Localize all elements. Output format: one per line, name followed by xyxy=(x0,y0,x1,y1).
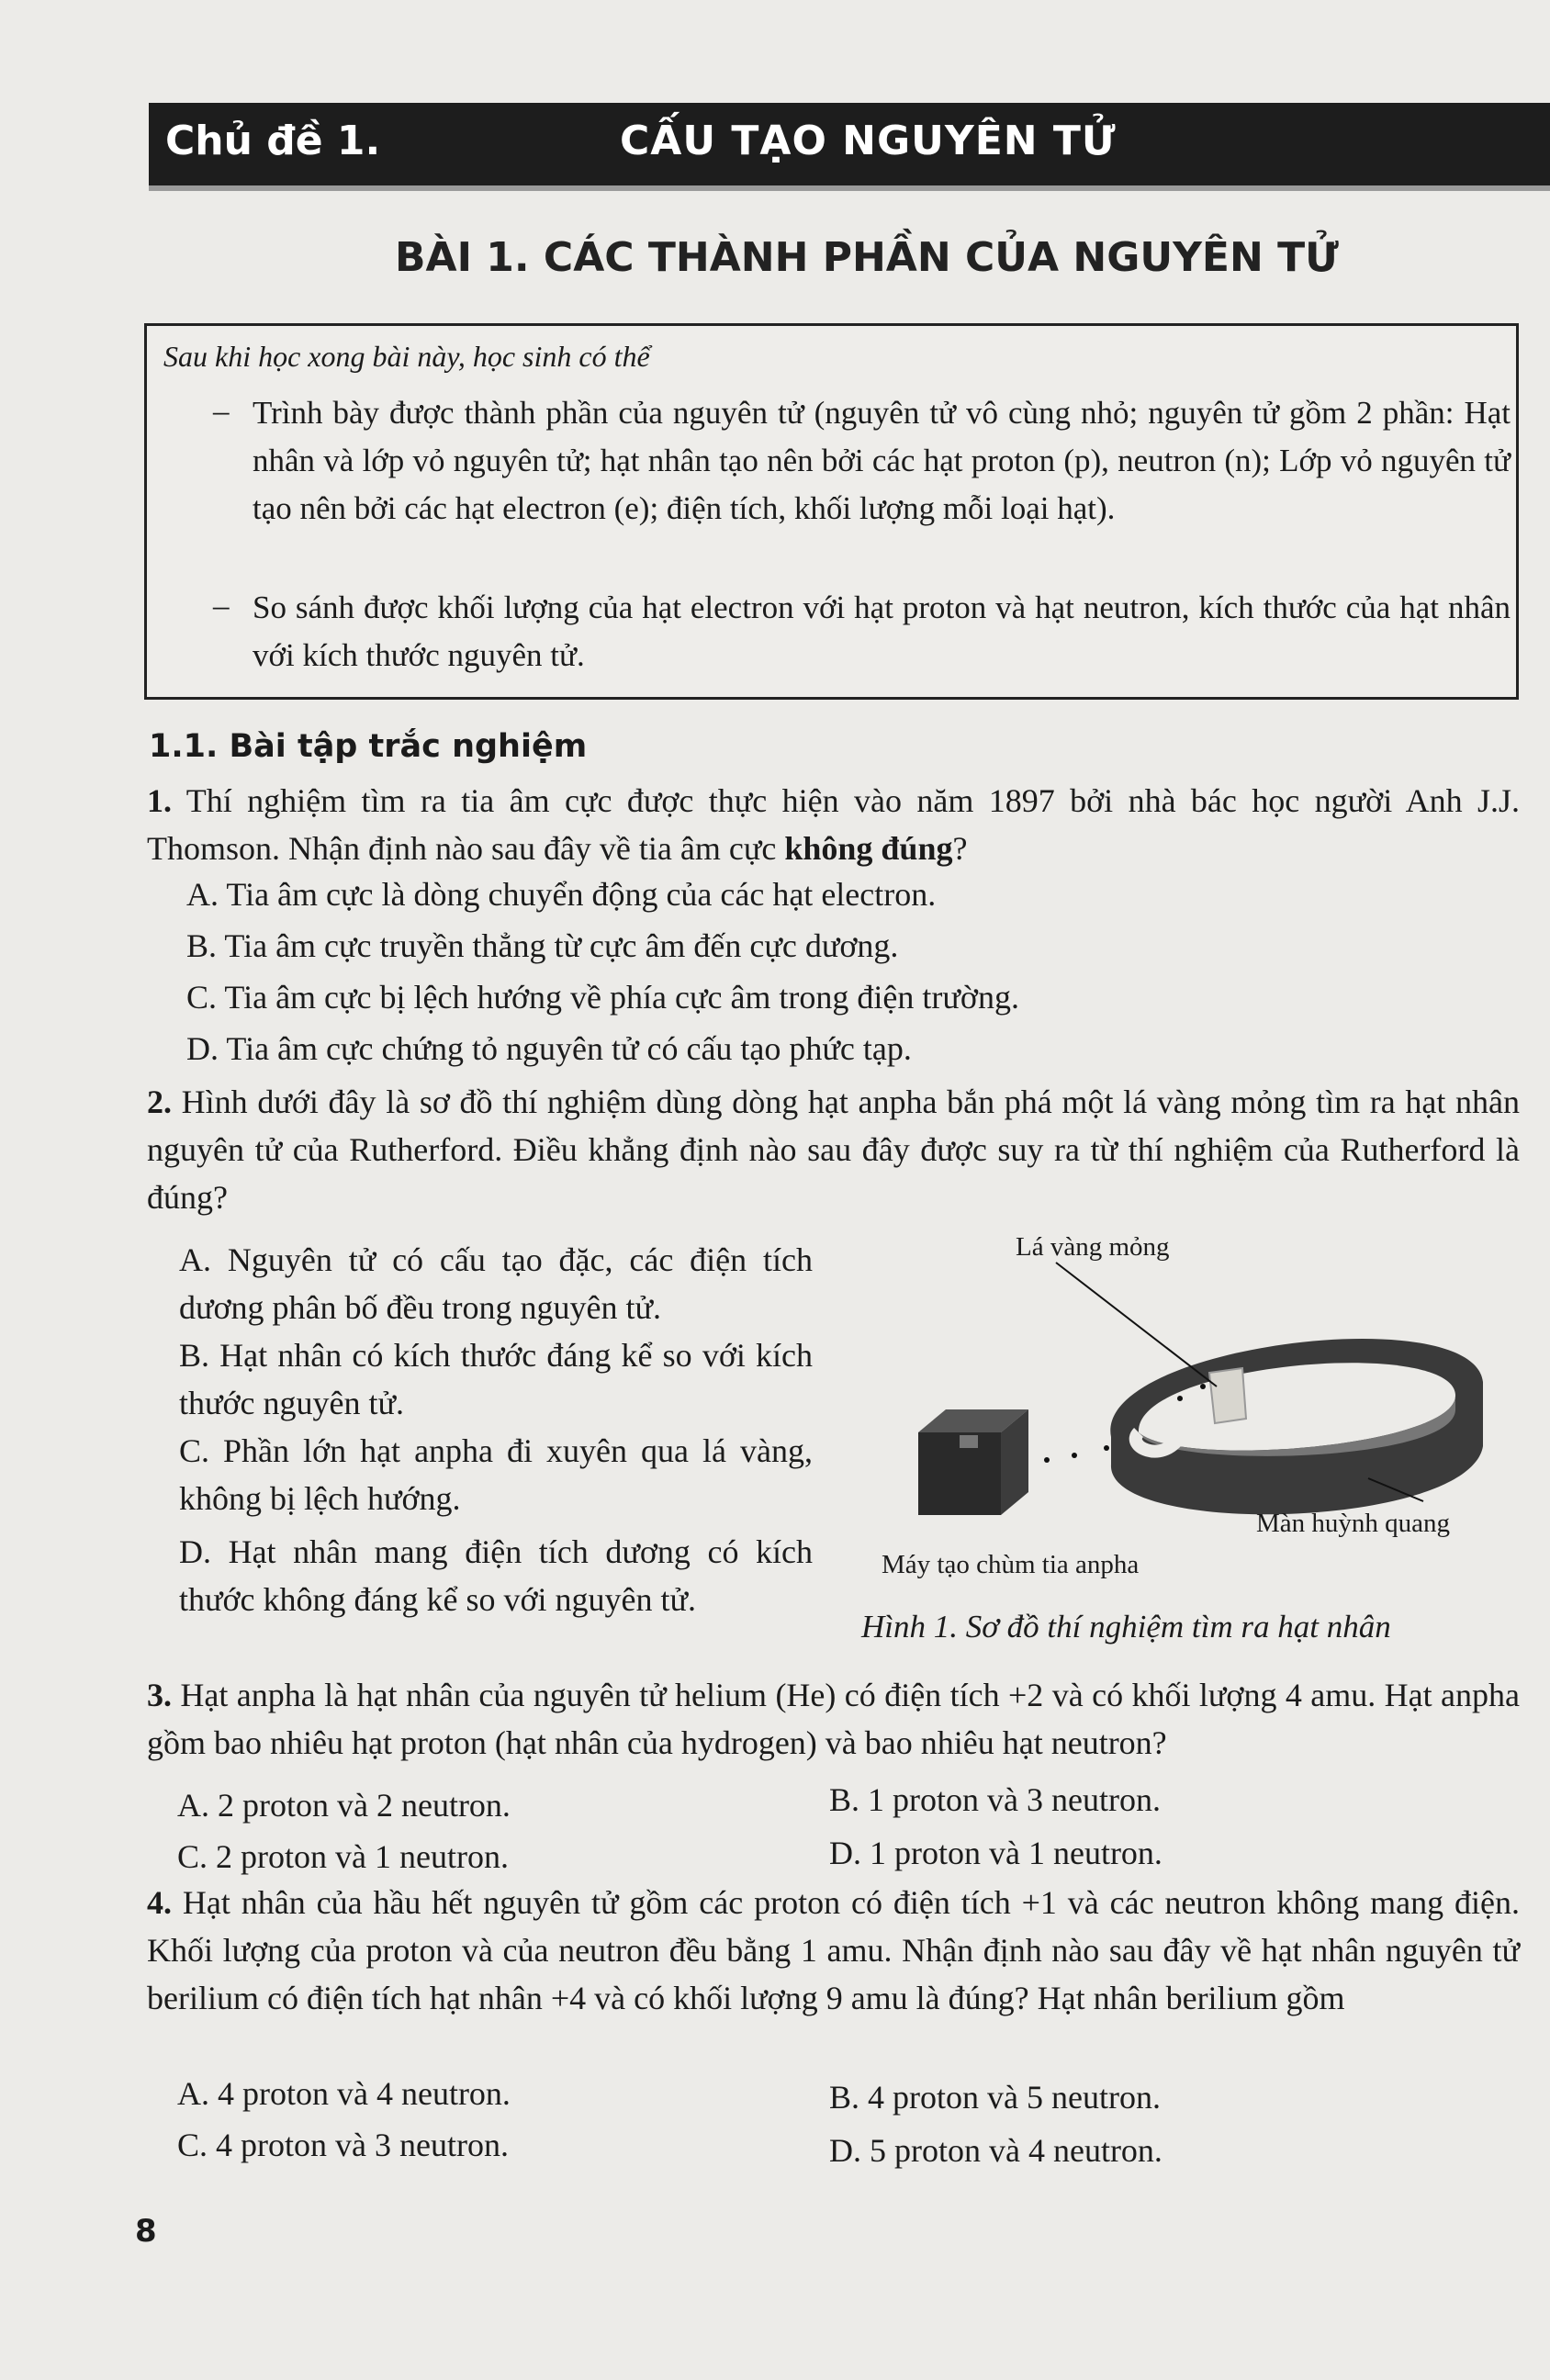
chapter-title: CẤU TẠO NGUYÊN TỬ xyxy=(620,118,1117,164)
bullet-dash: – xyxy=(213,588,230,623)
question-emphasis: không đúng xyxy=(784,830,953,867)
option-a: A. 4 proton và 4 neutron. xyxy=(177,2075,511,2112)
question-3 xyxy=(147,1671,1520,1767)
option-b: B. 1 proton và 3 neutron. xyxy=(829,1781,1161,1818)
label-fluorescent-screen: Màn huỳnh quang xyxy=(1256,1509,1451,1538)
question-text: Hạt anpha là hạt nhân của nguyên tử helium (He) có điện tích +2 và có khối lượng 4 amu. Hạt anpha gồm bao nhiêu hạt proton (hạt nhân của hydrogen) và bao nhiêu hạt neutron? xyxy=(147,1677,1521,1761)
foil-pointer-line xyxy=(1056,1263,1217,1386)
option-b: B. Tia âm cực truyền thẳng từ cực âm đến cực dương. xyxy=(186,927,899,964)
alpha-source-box xyxy=(918,1409,1028,1515)
option-d: D. 5 proton và 4 neutron. xyxy=(829,2132,1162,2169)
option-b: B. 4 proton và 5 neutron. xyxy=(829,2079,1161,2116)
question-number: 3. xyxy=(147,1677,172,1713)
objective-item: Trình bày được thành phần của nguyên tử (nguyên tử vô cùng nhỏ; nguyên tử gồm 2 phần: Hạt nhân và lớp vỏ nguyên tử; hạt nhân tạo nên bởi các hạt proton (p), neutron (n); Lớp vỏ nguyên tử tạo nên bởi các hạt electron (e); điện tích, khối lượng mỗi loại hạt). xyxy=(253,395,1511,526)
option-c: C. 2 proton và 1 neutron. xyxy=(177,1838,509,1875)
option-a: A. Tia âm cực là dòng chuyển động của các hạt electron. xyxy=(186,876,937,913)
option-d: D. 1 proton và 1 neutron. xyxy=(829,1835,1162,1871)
option-c: C. 4 proton và 3 neutron. xyxy=(177,2127,509,2163)
option-c: C. Tia âm cực bị lệch hướng về phía cực âm trong điện trường. xyxy=(186,979,1019,1016)
question-number: 1. xyxy=(147,782,172,819)
objectives-intro: Sau khi học xong bài này, học sinh có thể xyxy=(163,340,650,373)
fluorescent-screen xyxy=(1110,1339,1483,1514)
question-4 xyxy=(147,1879,1520,2022)
label-gold-foil: Lá vàng mỏng xyxy=(1016,1232,1170,1262)
question-text: Hình dưới đây là sơ đồ thí nghiệm dùng dòng hạt anpha bắn phá một lá vàng mỏng tìm ra hạt nhân nguyên tử của Rutherford. Điều khẳng định nào sau đây được suy ra từ thí nghiệm của Rutherford là đúng? xyxy=(147,1083,1520,1216)
label-alpha-source: Máy tạo chùm tia anpha xyxy=(882,1550,1140,1579)
figure-caption: Hình 1. Sơ đồ thí nghiệm tìm ra hạt nhân xyxy=(861,1609,1391,1645)
option-d: D. Hạt nhân mang điện tích dương có kích thước không đáng kể so với nguyên tử. xyxy=(179,1533,813,1618)
bullet-dash: – xyxy=(213,393,230,429)
question-number: 2. xyxy=(147,1083,172,1120)
chapter-topic: Chủ đề 1. xyxy=(165,118,381,164)
section-title: 1.1. Bài tập trắc nghiệm xyxy=(149,728,588,765)
option-a: A. Nguyên tử có cấu tạo đặc, các điện tích dương phân bố đều trong nguyên tử. xyxy=(179,1241,813,1326)
lesson-title: BÀI 1. CÁC THÀNH PHẦN CỦA NGUYÊN TỬ xyxy=(395,234,1339,281)
objective-item: So sánh được khối lượng của hạt electron với hạt proton và hạt neutron, kích thước của hạt nhân với kích thước nguyên tử. xyxy=(253,589,1511,673)
option-d: D. Tia âm cực chứng tỏ nguyên tử có cấu tạo phức tạp. xyxy=(186,1030,912,1067)
gold-foil xyxy=(1209,1368,1246,1423)
question-text: Hạt nhân của hầu hết nguyên tử gồm các proton có điện tích +1 và các neutron không mang điện. Khối lượng của proton và của neutron đều bằng 1 amu. Nhận định nào sau đây về hạt nhân nguyên tử berilium có điện tích hạt nhân +4 và có khối lượng 9 amu là đúng? Hạt nhân berilium gồm xyxy=(147,1884,1521,2016)
question-2 xyxy=(147,1078,1520,1221)
question-1 xyxy=(147,777,1520,872)
question-tail: ? xyxy=(952,830,968,867)
page-number: 8 xyxy=(135,2213,157,2250)
question-number: 4. xyxy=(147,1884,172,1921)
option-b: B. Hạt nhân có kích thước đáng kể so với kích thước nguyên tử. xyxy=(179,1337,813,1421)
question-text: Thí nghiệm tìm ra tia âm cực được thực hiện vào năm 1897 bởi nhà bác học người Anh J.J. Thomson. Nhận định nào sau đây về tia âm cực xyxy=(147,782,1521,867)
option-a: A. 2 proton và 2 neutron. xyxy=(177,1787,511,1824)
option-c: C. Phần lớn hạt anpha đi xuyên qua lá vàng, không bị lệch hướng. xyxy=(179,1432,813,1517)
